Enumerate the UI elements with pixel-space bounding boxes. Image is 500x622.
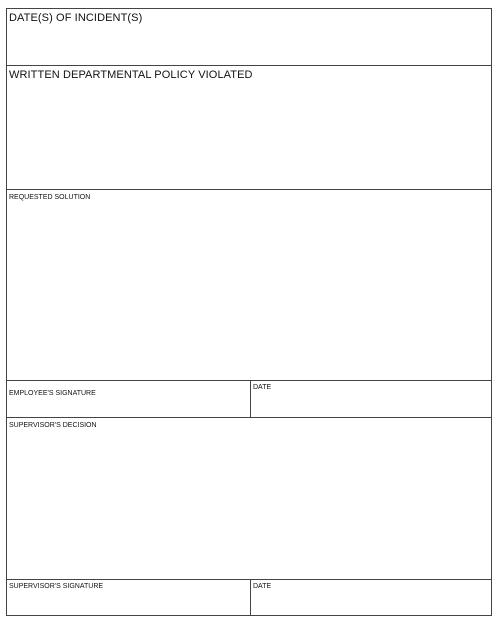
- supervisor-decision-field[interactable]: [7, 432, 491, 579]
- employee-signature-row: [7, 381, 491, 418]
- supervisor-decision-label: SUPERVISOR'S DECISION: [9, 422, 97, 429]
- policy-violated-label: WRITTEN DEPARTMENTAL POLICY VIOLATED: [9, 69, 253, 81]
- policy-violated-row: [7, 66, 491, 190]
- supervisor-date-cell[interactable]: [250, 580, 491, 615]
- dates-of-incident-row: [7, 9, 491, 66]
- requested-solution-label: REQUESTED SOLUTION: [9, 194, 91, 201]
- employee-signature-label: EMPLOYEE'S SIGNATURE: [9, 390, 96, 397]
- dates-of-incident-label: DATE(S) OF INCIDENT(S): [9, 12, 143, 24]
- requested-solution-field[interactable]: [7, 204, 491, 380]
- dates-of-incident-field[interactable]: [7, 27, 491, 65]
- supervisor-signature-row: [7, 580, 491, 615]
- requested-solution-row: [7, 190, 491, 381]
- employee-date-cell[interactable]: [250, 381, 491, 417]
- supervisor-signature-cell[interactable]: [7, 580, 250, 615]
- grievance-form: [6, 8, 492, 616]
- employee-signature-cell[interactable]: [7, 381, 250, 417]
- supervisor-decision-row: [7, 418, 491, 580]
- supervisor-signature-label: SUPERVISOR'S SIGNATURE: [9, 583, 104, 590]
- employee-date-label: DATE: [253, 384, 272, 391]
- policy-violated-field[interactable]: [7, 84, 491, 189]
- supervisor-date-label: DATE: [253, 583, 272, 590]
